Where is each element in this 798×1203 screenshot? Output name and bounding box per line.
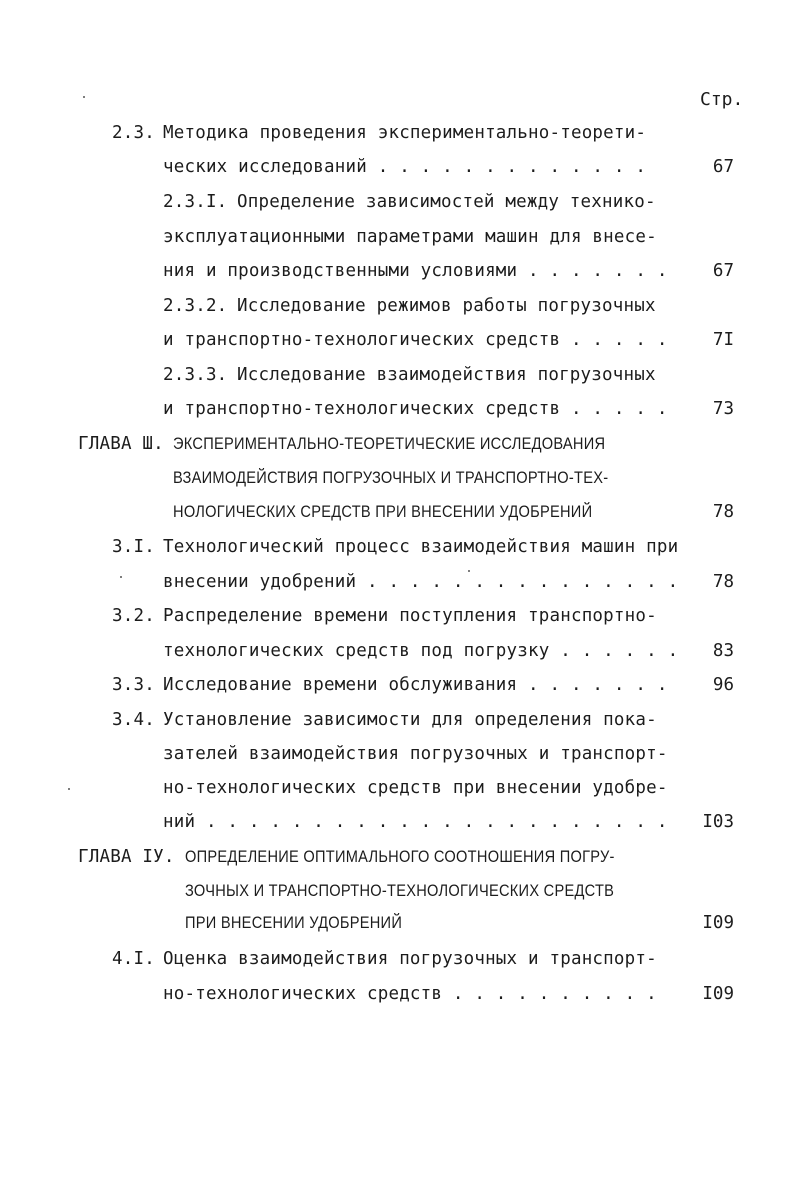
toc-entry-page: I03 — [702, 812, 734, 832]
toc-entry-line: Установление зависимости для определения пока- — [163, 710, 657, 730]
toc-entry-page: 7I — [712, 330, 734, 350]
toc-entry-number: 3.3. — [112, 675, 155, 695]
scan-speck — [120, 576, 122, 578]
toc-entry-line: технологических средств под погрузку . . . . . . — [163, 641, 679, 661]
toc-entry-line: зателей взаимодействия погрузочных и транспорт- — [163, 744, 668, 764]
chapter-number: ГЛАВА IУ. — [78, 847, 175, 867]
chapter-title-line: ЭКСПЕРИМЕНТАЛЬНО-ТЕОРЕТИЧЕСКИЕ ИССЛЕДОВАНИЯ — [173, 434, 606, 453]
chapter-title-line: ВЗАИМОДЕЙСТВИЯ ПОГРУЗОЧНЫХ И ТРАНСПОРТНО-ТЕХ- — [173, 468, 609, 487]
toc-entry-number: 3.2. — [112, 606, 155, 626]
toc-entry-line: Исследование режимов работы погрузочных — [237, 296, 656, 316]
toc-entry-page: 73 — [712, 399, 734, 419]
toc-entry-number: 2.3. — [112, 123, 155, 143]
toc-entry-line: Оценка взаимодействия погрузочных и транспорт- — [163, 949, 657, 969]
toc-entry-line: внесении удобрений . . . . . . . . . . . . . . . — [163, 572, 679, 592]
toc-entry-line: но-технологических средств при внесении удобре- — [163, 778, 668, 798]
chapter-title-line: ЗОЧНЫХ И ТРАНСПОРТНО-ТЕХНОЛОГИЧЕСКИХ СРЕДСТВ — [185, 881, 615, 900]
toc-entry-line: Технологический процесс взаимодействия машин при — [163, 537, 679, 557]
toc-entry-line: но-технологических средств . . . . . . . . . . — [163, 984, 657, 1004]
toc-entry-line: Исследование взаимодействия погрузочных — [237, 365, 656, 385]
toc-entry-number: 2.3.I. — [163, 192, 228, 212]
toc-entry-line: и транспортно-технологических средств . . . . . — [163, 399, 668, 419]
toc-entry-number: 2.3.2. — [163, 296, 228, 316]
toc-entry-line: Определение зависимостей между технико- — [237, 192, 656, 212]
toc-entry-line: ний . . . . . . . . . . . . . . . . . . . . . . — [163, 812, 668, 832]
chapter-title-line: ПРИ ВНЕСЕНИИ УДОБРЕНИЙ — [185, 913, 403, 932]
toc-entry-page: 83 — [712, 641, 734, 661]
scan-speck — [468, 570, 470, 572]
toc-entry-number: 4.I. — [112, 949, 155, 969]
toc-entry-line: и транспортно-технологических средств . . . . . — [163, 330, 668, 350]
chapter-title-line: ОПРЕДЕЛЕНИЕ ОПТИМАЛЬНОГО СООТНОШЕНИЯ ПОГРУ- — [185, 847, 615, 866]
toc-entry-page: 96 — [712, 675, 734, 695]
chapter-number: ГЛАВА Ш. — [78, 434, 164, 454]
toc-entry-line: ния и производственными условиями . . . . . . . — [163, 261, 668, 281]
toc-entry-line: Исследование времени обслуживания . . . . . . . — [163, 675, 668, 695]
toc-entry-page: I09 — [702, 913, 734, 933]
toc-entry-line: ческих исследований . . . . . . . . . . . . . — [163, 157, 647, 177]
toc-entry-line: Методика проведения экспериментально-теорети- — [163, 123, 647, 143]
scan-speck — [68, 788, 70, 790]
toc-entry-page: 67 — [712, 157, 734, 177]
toc-entry-line: Распределение времени поступления транспортно- — [163, 606, 657, 626]
toc-entry-page: I09 — [702, 984, 734, 1004]
toc-entry-page: 78 — [712, 502, 734, 522]
toc-entry-number: 3.4. — [112, 710, 155, 730]
chapter-title-line: НОЛОГИЧЕСКИХ СРЕДСТВ ПРИ ВНЕСЕНИИ УДОБРЕНИЙ — [173, 502, 593, 521]
toc-entry-number: 2.3.3. — [163, 365, 228, 385]
toc-entry-number: 3.I. — [112, 537, 155, 557]
scan-speck — [83, 96, 85, 98]
toc-entry-page: 78 — [712, 572, 734, 592]
page-column-header: Стр. — [700, 89, 744, 110]
toc-entry-line: эксплуатационными параметрами машин для внесе- — [163, 227, 657, 247]
toc-entry-page: 67 — [712, 261, 734, 281]
